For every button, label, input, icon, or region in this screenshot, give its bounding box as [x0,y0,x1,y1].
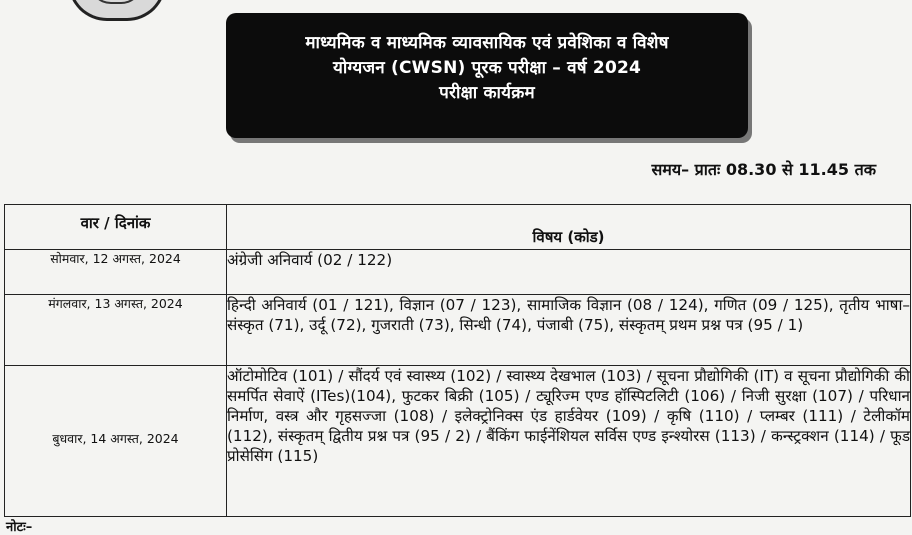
exam-title-box [226,13,748,138]
table-header-row [5,205,911,250]
header-subject-code: विषय (कोड) [227,205,911,250]
header-day-date: वार / दिनांक [5,205,227,250]
row-subjects: अंग्रेजी अनिवार्य (02 / 122) [227,250,911,295]
logo-inner-ring [89,0,143,4]
row-day: सोमवार, 12 अगस्त, 2024 [5,250,227,295]
row-day: मंगलवार, 13 अगस्त, 2024 [5,295,227,366]
table-row [5,250,911,295]
table-row [5,366,911,517]
row-subjects: हिन्दी अनिवार्य (01 / 121), विज्ञान (07 / 123), सामाजिक विज्ञान (08 / 124), गणित (09 / 125), तृतीय भाषा– संस्कृत (71), उर्दू (72), गुजराती (73), सिन्धी (74), पंजाबी (75), संस्कृतम् प्रथम प्रश्न पत्र (95 / 1) [227,295,911,366]
title-line-3: परीक्षा कार्यक्रम [439,83,535,103]
exam-schedule-table [4,204,911,517]
title-line-1: माध्यमिक व माध्यमिक व्यावसायिक एवं प्रवेशिका व विशेष [305,33,669,53]
exam-timing: समय– प्रातः 08.30 से 11.45 तक [651,160,876,179]
row-day: बुधवार, 14 अगस्त, 2024 [5,366,227,517]
row-subjects: ऑटोमोटिव (101) / सौंदर्य एवं स्वास्थ्य (102) / स्वास्थ्य देखभाल (103) / सूचना प्रौद्योगिकी (IT) व सूचना प्रौद्योगिकी की समर्पित सेवाऐं (ITes)(104), फुटकर बिक्री (105) / ट्यूरिज्म एण्ड हॉस्पिटलिटी (106) / निजी सुरक्षा (107) / परिधान निर्माण, वस्त्र और गृहसज्जा (108) / इलेक्ट्रोनिक्स एंड हार्डवेयर (109) / कृषि (110) / प्लम्बर (111) / टेलीकॉम (112), संस्कृतम् द्वितीय प्रश्न पत्र (95 / 2) / बैंकिंग फाईनेंशियल सर्विस एण्ड इन्श्योरस (113) / कन्स्ट्रक्शन (114) / फूड प्रोसेसिंग (115) [227,366,911,517]
table-row [5,295,911,366]
note-label: नोटः– [6,520,33,535]
board-logo-emblem [68,0,166,21]
title-line-2: योग्यजन (CWSN) पूरक परीक्षा – वर्ष 2024 [332,58,642,78]
